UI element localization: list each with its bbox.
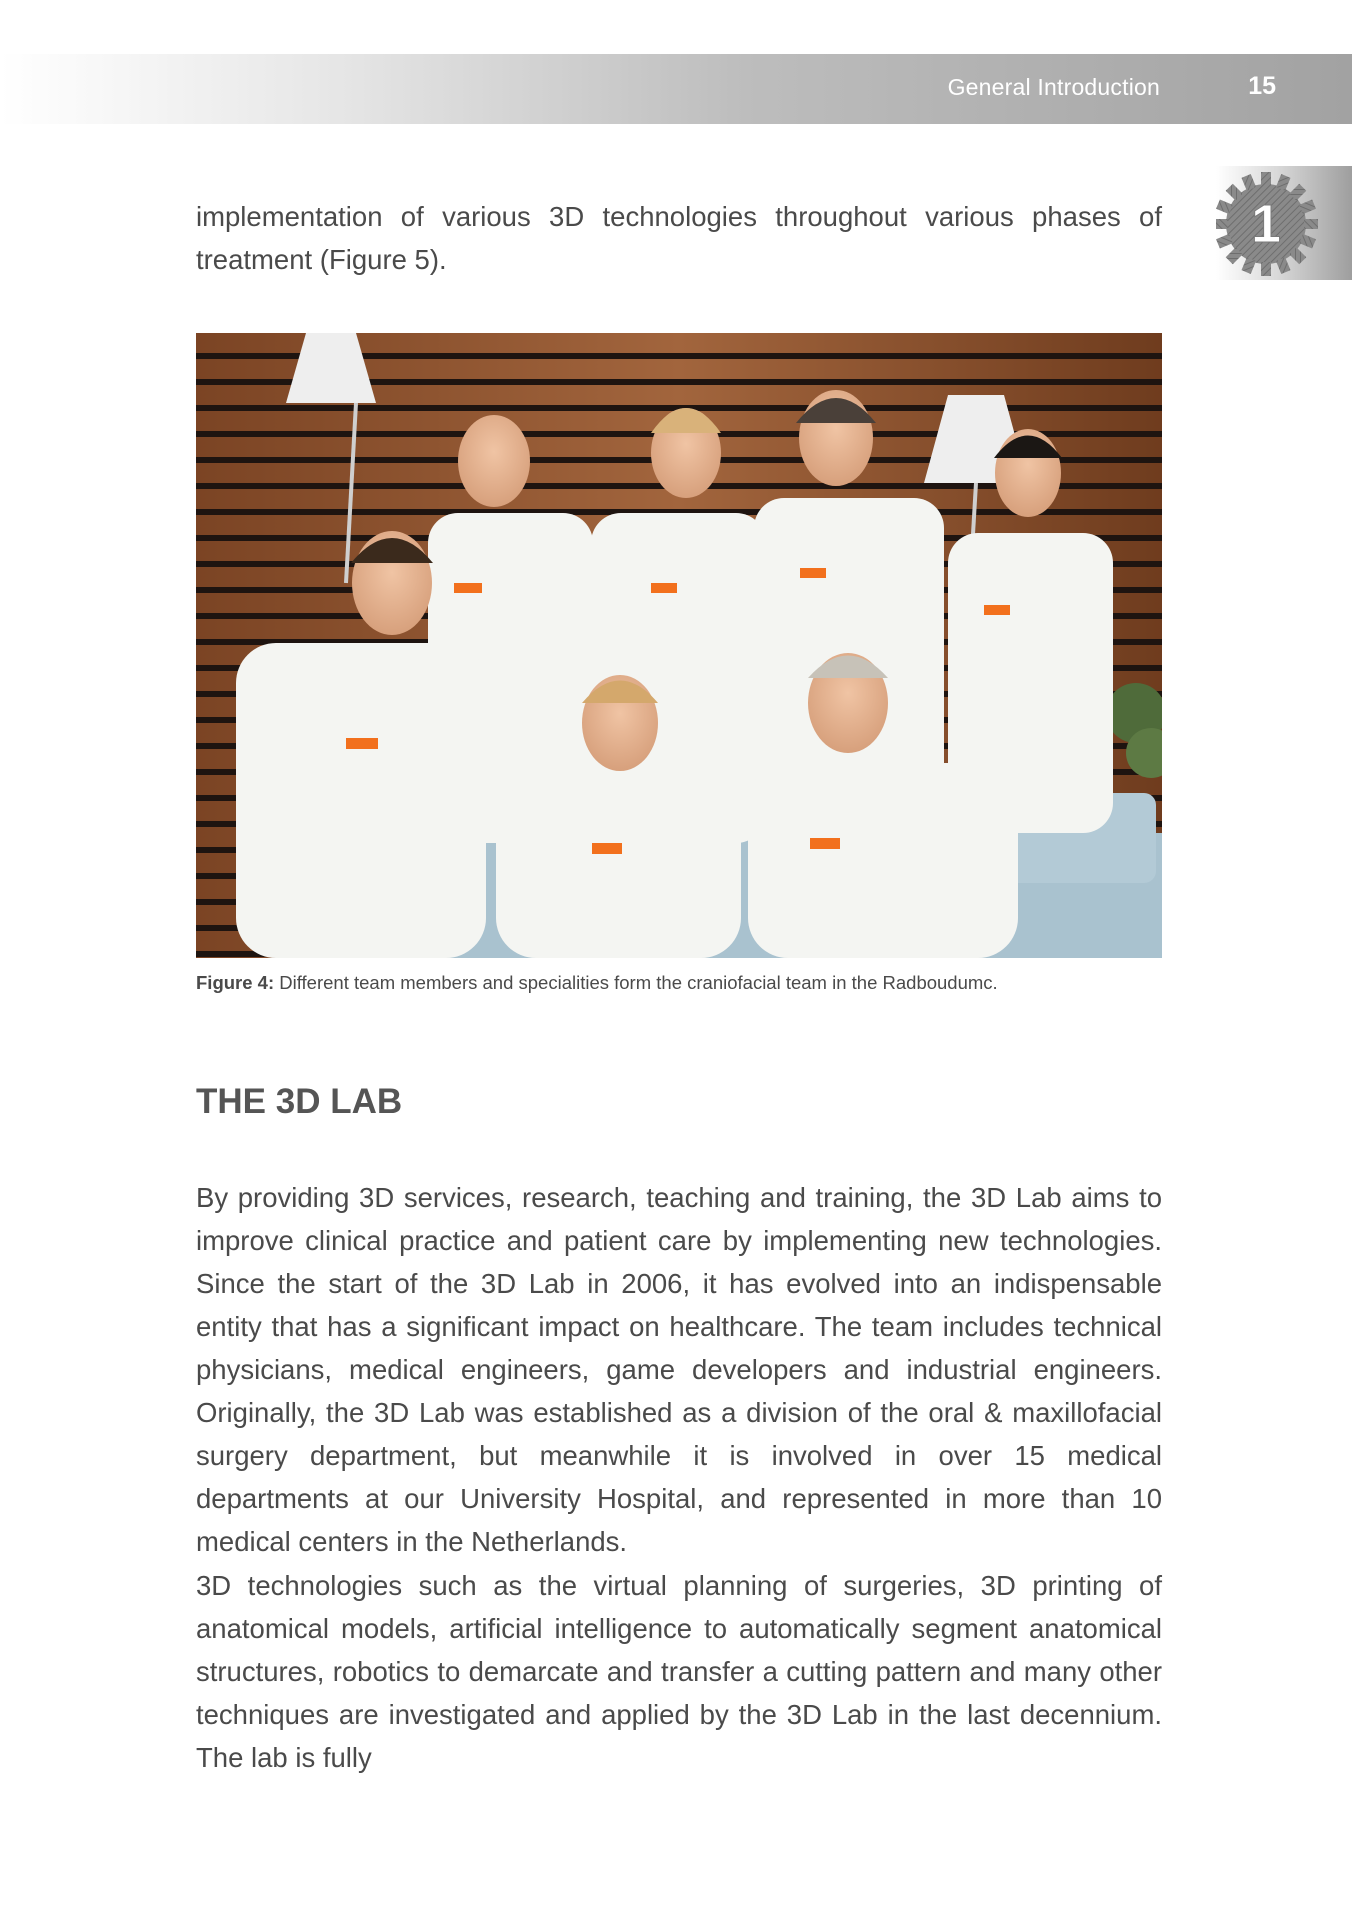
running-header (0, 54, 1352, 124)
team-photo-illustration (196, 333, 1162, 958)
section-paragraph-1: By providing 3D services, research, teaching and training, the 3D Lab aims to improve clinical practice and patient care by implementing new technologies. Since the start of the 3D Lab in 2006, it has evolved into an indispensable entity that has a significant impact on healthcare. The team includes technical physicians, medical engineers, game developers and industrial engineers. Originally, the 3D Lab was established as a division of the oral & maxillofacial surgery department, but meanwhile it is involved in over 15 medical departments at our University Hospital, and represented in more than 10 medical centers in the Netherlands. (196, 1182, 1162, 1557)
team-photo (196, 333, 1162, 958)
intro-paragraph: implementation of various 3D technologies throughout various phases of treatment (Figure 5). (196, 201, 1162, 275)
page-number: 15 (1248, 72, 1276, 100)
figure-caption-text: Different team members and specialities form the craniofacial team in the Radboudumc. (279, 972, 998, 993)
chapter-number: 1 (1250, 194, 1282, 254)
figure-label: Figure 4: (196, 972, 275, 993)
gear-icon (1216, 166, 1326, 276)
running-title: General Introduction (947, 74, 1160, 100)
section-paragraph-2: 3D technologies such as the virtual planning of surgeries, 3D printing of anatomical models, artificial intelligence to automatically segment anatomical structures, robotics to demarcate and transfer a cutting pattern and many other techniques are investigated and applied by the 3D Lab in the last decennium. The lab is fully (196, 1570, 1162, 1773)
chapter-tab (1216, 166, 1352, 280)
figure-caption (196, 972, 1162, 994)
section-heading: THE 3D LAB (196, 1082, 403, 1121)
